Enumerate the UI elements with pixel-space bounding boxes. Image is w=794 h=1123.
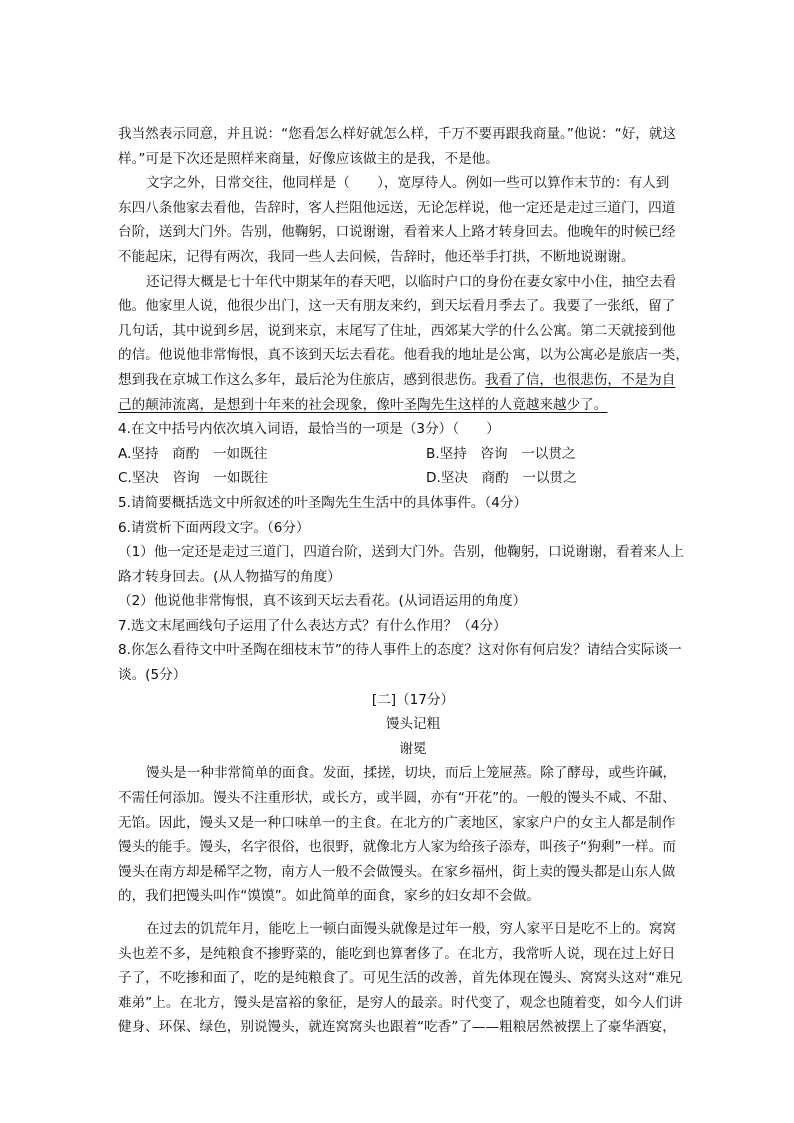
plain-text: 想到我在京城工作这么多年，最后沦为住旅店，感到很悲伤。 [118,371,486,388]
text-line: 馒头是一种非常简单的面食。发面，揉搓，切块，而后上笼屉蒸。除了酵母，或些许碱， [146,765,677,782]
text-line: 健身、环保、绿色，别说馒头，就连窝窝头也跟着“吃香”了——粗粮居然被摆上了豪华酒宴， [118,1019,676,1036]
question-7: 7.选文末尾画线句子运用了什么表达方式？有什么作用？（4分） [118,617,507,634]
text-line: 馒头在南方却是稀罕之物，南方人一般不会做馒头。在家乡福州，街上卖的馒头都是山东人做 [118,863,676,880]
article-author: 谢冕 [399,740,427,757]
option-a: A.坚持 商酌 一如既往 [118,445,268,462]
text-line: 无馅。因此，馒头又是一种口味单一的主食。在北方的广袤地区，家家户户的女主人都是制作 [118,814,676,831]
question-6-1: （1）他一定还是走过三道门，四道台阶，送到大门外。告别，他鞠躬，口说谢谢，看着来人上 [118,544,684,561]
text-line [118,393,708,418]
text-line: 头也差不多，是纯粮食不掺野菜的，能吃到也算奢侈了。在北方，我常听人说，现在过上好日 [118,945,676,962]
text-line: 不能起床，记得有两次，我同一些人去问候，告辞时，他还举手打拱，不断地说谢谢。 [118,248,635,265]
question-8-cont: 谈。(5分） [118,667,187,684]
text-line: 样。”可是下次还是照样来商量，好像应该做主的是我，不是他。 [118,150,499,167]
text-line: 子了，不吃掺和面了，吃的是纯粮食了。可见生活的改善，首先体现在馒头、窝窝头这对“难兄 [118,970,683,987]
question-6-2: （2）他说他非常悔恨，真不该到天坛去看花。(从词语运用的角度） [118,593,527,610]
text-line: 不需任何添加。馒头不注重形状，或长方，或半圆，亦有“开花”的。一般的馒头不咸、不甜、 [118,790,676,807]
option-d: D.坚决 商酌 一以贯之 [426,470,577,487]
question-6: 6.请赏析下面两段文字。（6分） [118,519,310,536]
document-page [118,122,708,1040]
article-title: 馒头记粗 [385,716,441,733]
question-5: 5.请简要概括选文中所叙述的叶圣陶先生生活中的具体事件。（4分） [118,494,528,511]
question-4: 4.在文中括号内依次填入词语，最恰当的一项是（3分）（ ） [118,421,500,438]
paragraph-gap [118,909,708,917]
text-line: 台阶，送到大门外。告别，他鞠躬，口说谢谢，看着来人上路才转身回去。他晚年的时候已经 [118,224,676,241]
text-line: 我当然表示同意，并且说：“您看怎么样好就怎么样，千万不要再跟我商量。”他说：“好，就这 [118,126,677,142]
underlined-sentence: 我看了信，也很悲伤，不是为自 [485,371,676,388]
text-line: 他。他家里人说，他很少出门，这一天有朋友来约，到天坛看月季去了。我要了一张纸，留了 [118,298,676,315]
text-line: 东四八条他家去看他，告辞时，客人拦阻他远送，无论怎样说，他一定还是走过三道门，四道 [118,199,676,216]
text-line: 几句话，其中说到乡居，说到来京，末尾写了住址，西郊某大学的什么公寓。第二天就接到他 [118,322,676,339]
question-8: 8.你怎么看待文中叶圣陶在细枝末节”的待人事件上的态度？这对你有何启发？请结合实际谈一 [118,642,682,659]
text-line: 在过去的饥荒年月，能吃上一顿白面馒头就像是过年一般，穷人家平日是吃不上的。窝窝 [146,921,677,937]
text-line: 文字之外，日常交往，他同样是（ ），宽厚待人。例如一些可以算作末节的：有人到 [146,175,670,192]
text-line [118,368,708,393]
options-row [118,442,708,467]
text-line: 还记得大概是七十年代中期某年的春天吧，以临时户口的身份在妻女家中小住，抽空去看 [146,273,677,290]
options-row [118,466,708,491]
section-heading: [二]（17分） [371,691,455,708]
text-line: 馒头的能手。馒头，名字很俗，也很野，就像北方人家为给孩子添寿，叫孩子“狗剩”一样。而 [118,839,676,856]
text-line: 难弟”上。在北方，馒头是富裕的象征，是穷人的最亲。时代变了，观念也随着变，如今人们讲 [118,994,683,1011]
option-c: C.坚决 咨询 一如既往 [118,470,268,487]
underlined-sentence: 己的颠沛流离，是想到十年来的社会现象，像叶圣陶先生这样的人竟越来越少了。 [118,396,608,413]
question-6-1-cont: 路才转身回去。(从人物描写的角度） [118,568,341,585]
option-b: B.坚持 咨询 一以贯之 [426,445,576,462]
text-line: 的信。他说他非常悔恨，真不该到天坛去看花。他看我的地址是公寓，以为公寓必是旅店一类， [118,347,689,364]
text-line: 的，我们把馒头叫作“馍馍”。如此简单的面食，家乡的妇女却不会做。 [118,888,540,905]
